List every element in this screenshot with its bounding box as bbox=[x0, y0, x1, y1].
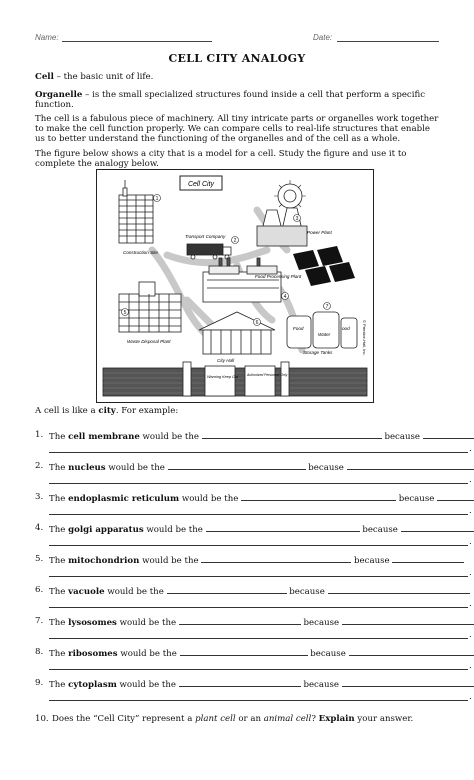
answer-blank[interactable] bbox=[167, 585, 287, 594]
answer-blank[interactable] bbox=[201, 554, 351, 563]
cell-term: Cell bbox=[35, 72, 54, 82]
answer-blank[interactable] bbox=[179, 678, 301, 687]
reason-line[interactable] bbox=[49, 514, 468, 515]
question-mid: would be the bbox=[116, 618, 177, 628]
line-end: . bbox=[469, 444, 472, 454]
question-text bbox=[49, 430, 474, 442]
question-mid: would be the bbox=[139, 432, 199, 442]
because-label: because bbox=[398, 494, 435, 504]
q10-q: ? bbox=[311, 714, 319, 724]
organelle-definition bbox=[35, 90, 441, 110]
figure-number-5: 5 bbox=[123, 310, 127, 316]
question-mid: would be the bbox=[139, 556, 199, 566]
question-term: cell membrane bbox=[68, 432, 140, 442]
because-label: because bbox=[362, 525, 398, 535]
label-food: Food Processing Plant bbox=[255, 274, 302, 279]
line-end: . bbox=[469, 537, 472, 547]
reason-blank[interactable] bbox=[437, 492, 474, 501]
figure-title: Cell City bbox=[187, 181, 215, 188]
label-power: Power Plant bbox=[307, 230, 332, 235]
figure-number-2: 2 bbox=[233, 238, 237, 244]
question-text bbox=[49, 461, 474, 473]
question-number: 1. bbox=[35, 430, 44, 440]
label-storage: Storage Tanks bbox=[303, 350, 333, 355]
date-label: Date: bbox=[313, 33, 333, 42]
intro-paragraph: The cell is a fabulous piece of machinery. All tiny intricate parts or organelles work together to make the cell function properly. We can compare cells to real-life structures that enable us to better understand the functioning of the organelles and of the cell as a whole. bbox=[35, 114, 439, 144]
question-number: 3. bbox=[35, 492, 44, 502]
figure-number-6: 6 bbox=[255, 320, 259, 326]
label-tank-food2: ood bbox=[342, 326, 350, 331]
question-text bbox=[49, 554, 464, 566]
question-text bbox=[49, 492, 474, 504]
figure-number-1: 1 bbox=[155, 196, 159, 202]
label-construction: Construction Site bbox=[123, 250, 158, 255]
question-pre: The bbox=[49, 463, 69, 473]
question-text bbox=[49, 647, 474, 659]
label-transport: Transport Company bbox=[185, 234, 226, 239]
answer-blank[interactable] bbox=[179, 616, 301, 625]
question-text bbox=[49, 616, 474, 628]
reason-blank[interactable] bbox=[328, 585, 470, 594]
sign-warning: Warning Keep Out bbox=[207, 375, 239, 379]
example-term: city bbox=[98, 406, 116, 416]
figure-copyright: © Prentice-Hall, Inc. bbox=[362, 320, 367, 356]
question-term: lysosomes bbox=[68, 618, 117, 628]
reason-blank[interactable] bbox=[401, 523, 474, 532]
line-end: . bbox=[469, 599, 472, 609]
figure-number-7: 7 bbox=[325, 304, 329, 310]
line-end: . bbox=[469, 506, 472, 516]
question-text bbox=[49, 678, 474, 690]
question-pre: The bbox=[49, 680, 69, 690]
organelle-def-text: – is the small specialized structures found inside a cell that perform a specific function. bbox=[35, 90, 426, 110]
cell-city-illustration bbox=[97, 170, 373, 402]
question-mid: would be the bbox=[104, 587, 164, 597]
q10-or: or an bbox=[235, 714, 264, 724]
reason-line[interactable] bbox=[49, 638, 468, 639]
because-label: because bbox=[384, 432, 420, 442]
question-term: vacuole bbox=[68, 587, 105, 597]
line-end: . bbox=[469, 661, 472, 671]
figure-number-4: 4 bbox=[283, 294, 287, 300]
example-post: . For example: bbox=[115, 406, 179, 416]
answer-blank[interactable] bbox=[180, 647, 308, 656]
label-waste: Waste Disposal Plant bbox=[127, 339, 171, 344]
reason-line[interactable] bbox=[49, 576, 468, 577]
because-label: because bbox=[308, 463, 344, 473]
reason-line[interactable] bbox=[49, 545, 468, 546]
question-number: 5. bbox=[35, 554, 44, 564]
reason-line[interactable] bbox=[49, 483, 468, 484]
because-label: because bbox=[310, 649, 346, 659]
question-pre: The bbox=[49, 432, 69, 442]
q10-post: your answer. bbox=[354, 714, 414, 724]
line-end: . bbox=[469, 692, 472, 702]
date-field[interactable] bbox=[337, 41, 439, 42]
because-label: because bbox=[289, 587, 325, 597]
label-tank-water: Water bbox=[318, 332, 331, 337]
question-number: 2. bbox=[35, 461, 44, 471]
question-pre: The bbox=[49, 587, 69, 597]
q10-animal: animal cell bbox=[263, 714, 312, 724]
reason-blank[interactable] bbox=[342, 678, 474, 687]
because-label: because bbox=[303, 680, 339, 690]
question-number: 6. bbox=[35, 585, 44, 595]
q10-pre: Does the “Cell City” represent a bbox=[52, 714, 196, 724]
question-term: nucleus bbox=[68, 463, 106, 473]
question-term: cytoplasm bbox=[68, 680, 117, 690]
because-label: because bbox=[303, 618, 340, 628]
reason-blank[interactable] bbox=[347, 461, 474, 470]
answer-blank[interactable] bbox=[168, 461, 306, 470]
reason-line[interactable] bbox=[49, 607, 468, 608]
figure-number-3: 3 bbox=[295, 216, 299, 222]
reason-blank[interactable] bbox=[423, 430, 474, 439]
example-pre: A cell is like a bbox=[35, 406, 99, 416]
question-pre: The bbox=[49, 494, 69, 504]
question-mid: would be the bbox=[117, 649, 177, 659]
question-text bbox=[52, 714, 413, 724]
figure-instruction: The figure below shows a city that is a model for a cell. Study the figure and use it to complete the analogy below. bbox=[35, 149, 407, 169]
q10-plant: plant cell bbox=[195, 714, 236, 724]
question-term: mitochondrion bbox=[68, 556, 140, 566]
sun-icon bbox=[274, 180, 306, 212]
label-tank-food: Food bbox=[293, 326, 304, 331]
because-label: because bbox=[354, 556, 390, 566]
question-term: golgi apparatus bbox=[68, 525, 144, 535]
question-number: 9. bbox=[35, 678, 44, 688]
organelle-term: Organelle bbox=[35, 90, 83, 100]
question-mid: would be the bbox=[116, 680, 176, 690]
question-number: 4. bbox=[35, 523, 44, 533]
line-end: . bbox=[469, 568, 472, 578]
question-mid: would be the bbox=[179, 494, 239, 504]
sign-authorized: Authorized Personnel Only bbox=[247, 373, 288, 377]
question-pre: The bbox=[49, 618, 69, 628]
example-line bbox=[35, 406, 441, 416]
question-number: 10. bbox=[35, 714, 49, 724]
answer-blank[interactable] bbox=[202, 430, 382, 439]
cell-def-text: – the basic unit of life. bbox=[53, 72, 154, 82]
question-mid: would be the bbox=[105, 463, 165, 473]
question-term: endoplasmic reticulum bbox=[68, 494, 180, 504]
name-label: Name: bbox=[35, 33, 59, 42]
question-number: 8. bbox=[35, 647, 44, 657]
question-text bbox=[49, 585, 470, 597]
question-term: ribosomes bbox=[68, 649, 118, 659]
page-title: CELL CITY ANALOGY bbox=[168, 52, 306, 65]
line-end: . bbox=[469, 630, 472, 640]
line-end: . bbox=[469, 475, 472, 485]
question-text bbox=[49, 523, 474, 535]
question-pre: The bbox=[49, 649, 69, 659]
name-field[interactable] bbox=[62, 41, 212, 42]
reason-blank[interactable] bbox=[392, 554, 464, 563]
question-mid: would be the bbox=[143, 525, 203, 535]
city-wall bbox=[103, 362, 367, 396]
answer-blank[interactable] bbox=[206, 523, 360, 532]
label-cityhall: City Hall bbox=[217, 358, 235, 363]
cell-city-figure bbox=[96, 169, 374, 403]
reason-line[interactable] bbox=[49, 700, 468, 701]
question-pre: The bbox=[49, 556, 69, 566]
reason-blank[interactable] bbox=[349, 647, 474, 656]
q10-explain: Explain bbox=[318, 714, 355, 724]
question-number: 7. bbox=[35, 616, 44, 626]
cell-definition bbox=[35, 72, 441, 82]
reason-blank[interactable] bbox=[342, 616, 474, 625]
question-pre: The bbox=[49, 525, 69, 535]
answer-blank[interactable] bbox=[241, 492, 396, 501]
reason-line[interactable] bbox=[49, 452, 468, 453]
reason-line[interactable] bbox=[49, 669, 468, 670]
